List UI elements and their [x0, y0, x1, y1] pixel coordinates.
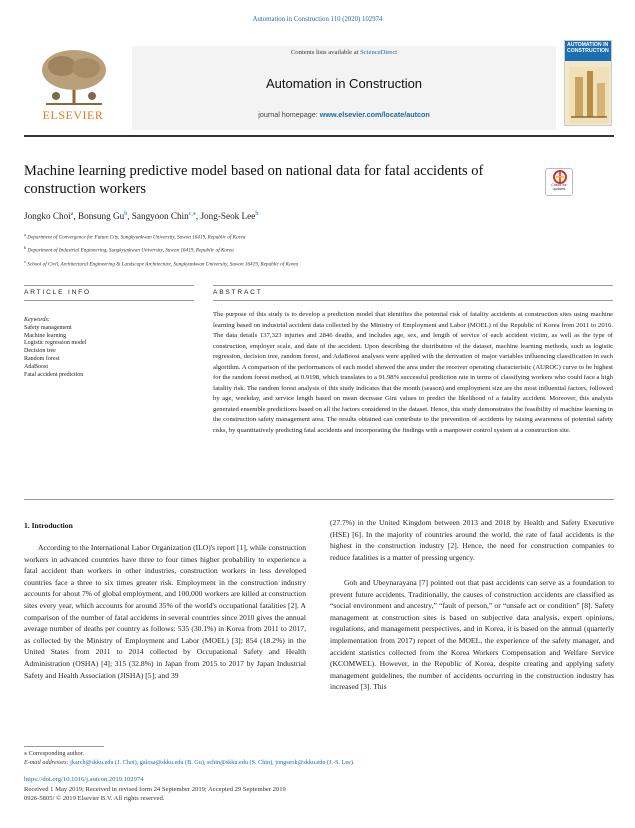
footnote-rule [24, 746, 104, 747]
cover-title: AUTOMATION IN CONSTRUCTION [567, 42, 609, 54]
journal-header [24, 42, 614, 130]
journal-cover-image[interactable] [564, 40, 612, 126]
intro-right-para-1: (27.7%) in the United Kingdom between 2013 and 2018 by Health and Safety Executive (HSE) [6]. In the majority of countries around the world, the rate of fatal accidents is the highest in the construction industry [2]. Hence, the need for construction companies to reduce fatalities is a matter of pressing urgency. [330, 518, 614, 562]
keyword: AdaBoost [24, 363, 48, 370]
affiliation: $^a$ Department of Convergence for Future City, Sungkyunkwan University, Suwon 16419, Republic of Korea [24, 232, 246, 241]
author-list: Jongko Choi$^a$, Bonsung Gu$^b$, Sangyoon Chin$^{c,⁎}$, Jong-Seok Lee$^b$ [24, 211, 259, 222]
email-label: E-mail addresses: [24, 759, 69, 766]
contents-prefix: Contents lists available at [290, 49, 359, 56]
email-addresses[interactable]: jkarch@skku.edu (J. Choi), galosa@skku.edu (B. Gu), schin@skku.edu (S. Chin), jongseok@skku.edu (J.-S. Lee). [70, 759, 355, 766]
homepage-prefix: journal homepage: [258, 110, 318, 119]
received-dates: Received 1 May 2019; Received in revised form 24 September 2019; Accepted 29 September 2019 [24, 785, 286, 793]
abstract-rule-bottom [24, 499, 614, 500]
article-info-heading: ARTICLE INFO [24, 289, 91, 296]
author-sup[interactable]: a [70, 211, 74, 217]
affiliations [24, 230, 594, 270]
author-sup[interactable]: c,⁎ [188, 211, 196, 217]
header-band [132, 46, 556, 130]
corresponding-author-note: ⁎ Corresponding author. [24, 750, 84, 757]
intro-right-para-2: Goh and Ubeynarayana [7] pointed out that past accidents can serve as a foundation to prevent future accidents. Traditionally, the causes of construction accidents are classified as “social environment and ancestry,” “fault of person,” or “unsafe act or condition” [8]. Safety management at construction sites is based on subjective data analysis, expert opinions, regulations, and management perspectives, and in Korea, it is based on the annual (quarterly implementation from 2017) report of the MOEL, the experience of the safety manager, and accident statistics collected from the Korea Workers Compensation and Welfare Service (KCOMWEL). However, in the Republic of Korea, despite creating and applying safety management guidelines, the number of accidents occurring in the construction industry has increased [3]. This [330, 578, 614, 692]
author-name[interactable]: Sangyoon Chin [131, 211, 189, 222]
journal-title: Automation in Construction [265, 76, 423, 91]
doi-link[interactable]: https://doi.org/10.1016/j.autcon.2019.102974 [24, 776, 144, 783]
section-heading-introduction: 1. Introduction [24, 521, 73, 530]
affiliation: $^c$ School of Civil, Architectural Engineering & Landscape Architecture, Sungkyunkwan University, Suwon 16419, Republic of Korea [24, 258, 299, 268]
cover-illustration [569, 67, 609, 123]
affiliation: $^b$ Department of Industrial Engineering, Sungkyunkwan University, Suwon 16419, Republic of Korea [24, 245, 234, 255]
footnote-block [24, 749, 614, 767]
intro-left-column: According to the International Labor Organization (ILO)'s report [1], while construction workers in advanced countries have three to four times higher probability to experience a fatal accident than workers in other industries, construction workers in less developed countries face a three to six times greater risk. Employment in the construction industry accounts for about 7% of global employment, and 100,000 workers are killed at construction sites every year, which accounts for around 35% of the world's occupational fatalities [2]. A comparison of the number of fatal accidents in several countries since 2010 gives the annual average number of deaths per country as follows: 535 (30.1%) in Korea from 2011 to 2017, as collected by the Ministry of Employment and Labor (MOEL) [3]; 854 (18.2%) in the United States from 2011 to 2014 collected by Occupational Safety and Health Administration (OSHA) [4]; 315 (32.8%) in Japan from 2015 to 2017 by Japan Industrial Safety and Health Association (JISHA) [5]; and 39 [24, 543, 306, 680]
abstract-rule-mid [213, 300, 613, 301]
article-info-rule-top [24, 285, 194, 286]
copyright-line: 0926-5805/ © 2019 Elsevier B.V. All rights reserved. [24, 795, 165, 803]
contents-line [132, 49, 556, 56]
journal-reference[interactable]: Automation in Construction 110 (2020) 102974 [252, 16, 383, 23]
keywords-block [24, 317, 174, 379]
crossmark-label: Check for updates [551, 183, 567, 191]
author-name[interactable]: Jong-Seok Lee [200, 211, 256, 222]
author-sup[interactable]: b [124, 211, 128, 217]
publisher-name: ELSEVIER [42, 108, 104, 122]
homepage-link[interactable]: www.elsevier.com/locate/autcon [319, 110, 430, 119]
keyword: Machine learning [24, 332, 67, 339]
keyword: Logistic regression model [24, 340, 87, 347]
crossmark-badge[interactable] [545, 168, 573, 196]
abstract-heading: ABSTRACT [213, 289, 263, 296]
sciencedirect-link[interactable]: ScienceDirect [360, 49, 398, 56]
article-info-rule-bottom [24, 300, 194, 301]
author-name[interactable]: Jongko Choi [24, 211, 71, 222]
keyword: Random forest [24, 355, 60, 362]
header-rule [24, 135, 614, 137]
abstract-text: The purpose of this study is to develop a prediction model that identifies the potential risk of fatality accidents at construction sites using machine learning based on industrial accident data collected by the Ministry of Employment and Labor (MOEL) of the Republic of Korea from 2011 to 2016. The data details 137,323 injuries and 2846 deaths, and includes age, sex, and length of service of each accident victim, as well as the type of construction, employer scale, and date of the accident. Upon describing the distribution of the dataset, machine learning methods, such as logistic regression, decision tree, random forest, and AdaBoost analyses were applied with the derivation of major variables influencing classification in each algorithm. A comparison of the performances of each model showed the area under the receiver operating characteristic (AUROC) curve to be highest for the random forest method, at 0.9198, which translates to a 91.98% successful prediction rate in terms of classifying workers who could face a high fatality risk. The random forest analysis of this study indicates that the month (season) and employment size are the most influential factors, followed by age, weekday, and service length based on mean decrease Gini values to predict the likelihood of a fatality accident. Moreover, this analysis generated ensemble predictions based on all the factors considered in the dataset. Hence, this study demonstrates the feasibility of machine learning in the construction safety management area. The results obtained can contribute to the prevention of accidents by raising awareness of potential safety risks, by quantitatively predicting fatal accidents and incorporating the findings with a manpower control system at a construction site. [213, 311, 613, 434]
author-sup[interactable]: b [255, 211, 259, 217]
keywords-label: Keywords: [24, 317, 50, 323]
keyword: Decision tree [24, 348, 56, 355]
keyword: Fatal accident prediction [24, 371, 84, 378]
journal-homepage [132, 110, 556, 119]
publication-info [24, 775, 614, 804]
article-title: Machine learning predictive model based on national data for fatal accidents of construction workers [24, 163, 484, 197]
email-line [24, 758, 614, 767]
keyword: Safety management [24, 324, 72, 331]
author-name[interactable]: Bonsung Gu [77, 211, 125, 222]
abstract-rule-top [213, 285, 613, 286]
